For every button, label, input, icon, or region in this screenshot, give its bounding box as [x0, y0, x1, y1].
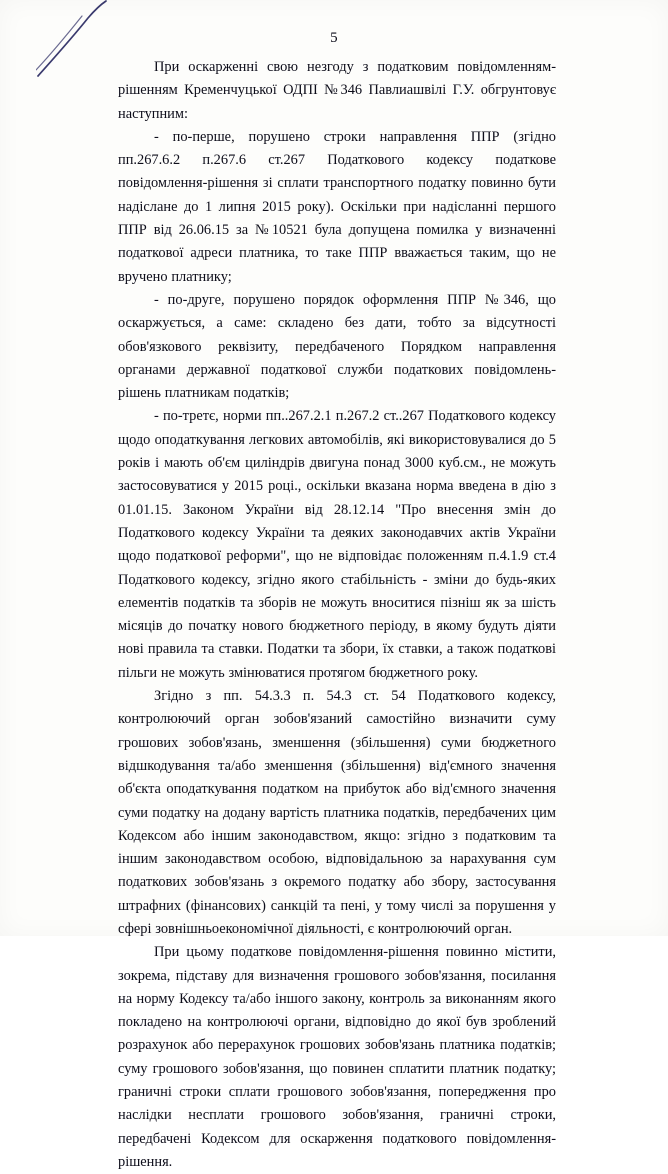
- paragraph-1: При оскарженні свою незгоду з податковим повідомленням-рішенням Кременчуцької ОДПІ №346 Павлиашвілі Г.У. обгрунтовує наступним:: [118, 59, 556, 122]
- paragraph-4: - по-третє, норми пп..267.2.1 п.267.2 ст..267 Податкового кодексу щодо оподаткування легкових автомобілів, які використовувалися до 5 років і мають об'єм циліндрів двигуна понад 3000 куб.см., не можуть застосовуватися у 2015 році., оскільки вказана норма введена в дію з 01.01.15. Законом України від 28.12.14 "Про внесення змін до Податкового кодексу України та деяких законодавчих актів України щодо податкової реформи", що не відповідає положенням п.4.1.9 ст.4 Податкового кодексу, згідно якого стабільність - зміни до будь-яких елементів податків та зборів не можуть вноситися пізніш як за шість місяців до початку нового бюджетного періоду, в якому будуть діяти нові правила та ставки. Податки та збори, їх ставки, а також податкові пільги не можуть змінюватися протягом бюджетного року.: [118, 408, 556, 681]
- document-body: [118, 56, 556, 1174]
- page-number: 5: [330, 30, 338, 46]
- paragraph-2: - по-перше, порушено строки направлення ППР (згідно пп.267.6.2 п.267.6 ст.267 Податкового кодексу податкове повідомлення-рішення зі сплати транспортного податку повинно бути надіслане до 1 липня 2015 року). Оскільки при надісланні першого ППР від 26.06.15 за №10521 була допущена помилка у визначенні податкової адреси платника, то таке ППР вважається таким, що не вручено платнику;: [118, 128, 556, 285]
- paragraph-6: При цьому податкове повідомлення-рішення повинно містити, зокрема, підставу для визначення грошового зобов'язання, посилання на норму Кодексу та/або іншого закону, контроль за виконанням якого покладено на контролюючі органи, відповідно до якої був зроблений розрахунок або перерахунок грошових зобов'язань платника податків; суму грошового зобов'язання, що повинен сплатити платник податку; граничні строки сплати грошового зобов'язання, попередження про наслідки несплати грошового зобов'язання, граничні строки, передбачені Кодексом для оскарження податкового повідомлення-рішення.: [118, 944, 556, 1170]
- paragraph-3: - по-друге, порушено порядок оформлення ППР №346, що оскаржується, а саме: складено без дати, тобто за відсутності обов'язкового реквізиту, передбаченого Порядком направлення органами державної податкової служби податкових повідомлень-рішень платникам податків;: [118, 291, 556, 402]
- paragraph-5: Згідно з пп. 54.3.3 п. 54.3 ст. 54 Податкового кодексу, контролюючий орган зобов'язаний самостійно визначити суму грошових зобов'язань, зменшення (збільшення) суми бюджетного відшкодування та/або зменшення (збільшення) від'ємного значення об'єкта оподаткування податком на прибуток або від'ємного значення суми податку на додану вартість платника податків, передбачених цим Кодексом або іншим законодавством, якщо: згідно з податковим та іншим законодавством особою, відповідальною за нарахування сум податкових зобов'язань з окремого податку або збору, застосування штрафних (фінансових) санкцій та пені, у тому числі за порушення у сфері зовнішньоекономічної діяльності, є контролюючий орган.: [118, 688, 556, 937]
